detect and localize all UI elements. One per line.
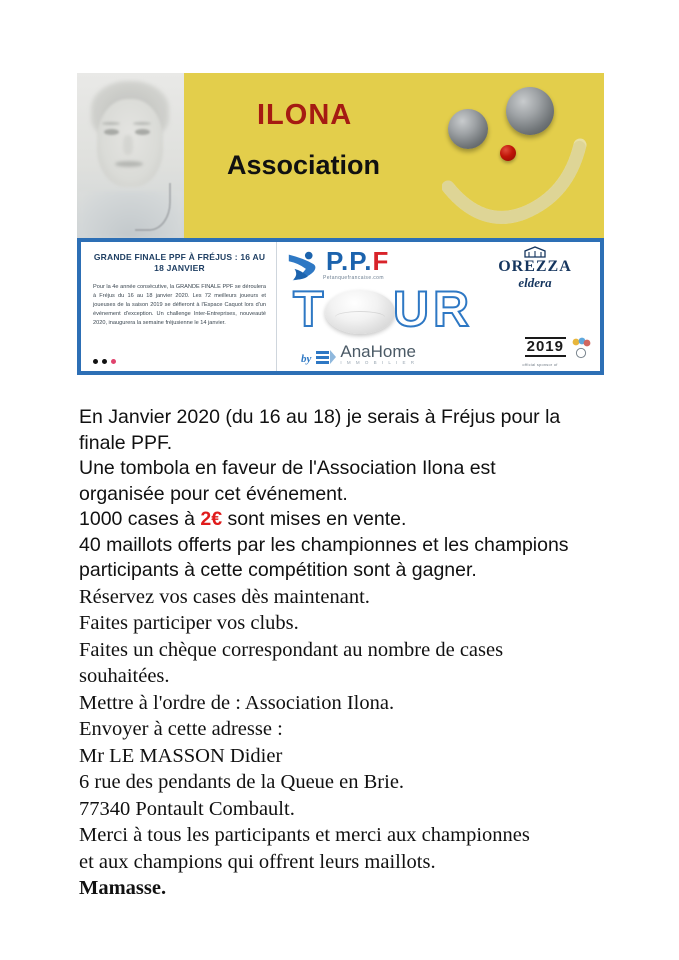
tour-letter-t: T <box>293 281 324 337</box>
partner-mini-logo-icon <box>568 337 594 359</box>
tour-letter-u: U <box>393 281 430 337</box>
boules-smiley-face <box>430 73 600 238</box>
letter-line: Faites participer vos clubs. <box>79 612 299 634</box>
letter-line: Merci à tous les participants et merci aux championnes <box>79 824 530 846</box>
year-badge: 2019 <box>526 338 564 356</box>
official-sponsor-label: official sponsor of <box>522 363 558 367</box>
banner-title-ilona: ILONA <box>257 99 353 131</box>
orezza-sponsor-logo <box>476 246 594 289</box>
carousel-dot[interactable] <box>93 359 98 364</box>
letter-line: Mr LE MASSON Didier <box>79 744 283 767</box>
tour-letter-r: R <box>433 281 470 337</box>
carousel-dots[interactable] <box>93 359 116 364</box>
orezza-crown-icon <box>522 246 548 258</box>
ppf-letter-f: F <box>372 246 390 276</box>
letter-line: finale PPF. <box>79 431 173 454</box>
price-line-after: sont mises en vente. <box>222 508 407 530</box>
letter-line: Envoyer à cette adresse : <box>79 718 283 740</box>
carousel-dot[interactable] <box>102 359 107 364</box>
by-label: by <box>301 353 312 365</box>
smile-rope-icon <box>442 133 590 225</box>
letter-line: En Janvier 2020 (du 16 au 18) je serais à Fréjus pour la <box>79 406 561 428</box>
letter-line: 40 maillots offerts par les championnes et les champions <box>79 533 569 556</box>
letter-line: et aux champions qui offrent leurs maillots. <box>79 850 436 873</box>
portrait-brow-left <box>102 122 120 125</box>
banner-title-association: Association <box>227 150 381 180</box>
letter-line: organisée pour cet événement. <box>79 482 348 505</box>
ppf-letter-p1: P. <box>326 246 350 276</box>
finale-description: Pour la 4e année consécutive, la GRANDE FINALE PPF se déroulera à Fréjus du 16 au 18 janvier 2020. Les 72 meilleurs joueurs et joueuses de la saison 2019 se défieront à l'Espace Caquot lors d'un événement d'exception. Un challenge Inter-Entreprises, nouveauté 2020, inaugurera la semaine fréjusienne le 14 janvier. <box>93 283 266 327</box>
ppf-letters <box>326 248 389 274</box>
anahome-text-block <box>340 343 416 365</box>
flyer-image <box>77 73 604 375</box>
orezza-name: OREZZA <box>498 258 572 275</box>
association-banner <box>77 73 604 238</box>
portrait-photo <box>77 73 184 238</box>
letter-signature: Mamasse. <box>79 877 167 899</box>
letter-line: Réservez vos cases dès maintenant. <box>79 585 370 608</box>
letter-line: 77340 Pontault Combault. <box>79 797 295 820</box>
anahome-name: AnaHome <box>340 342 416 361</box>
ppf-letters-block <box>323 248 389 281</box>
ppf-tour-card <box>77 238 604 375</box>
portrait-eye-right <box>135 129 150 135</box>
ppf-website-url: Petanquefrancaise.com <box>323 275 384 281</box>
portrait-eye-left <box>104 129 119 135</box>
tour-letter-o-boule-icon <box>325 290 395 334</box>
anahome-mark-icon <box>315 349 337 365</box>
letter-line: 6 rue des pendants de la Queue en Brie. <box>79 771 405 793</box>
anahome-sponsor-logo <box>301 343 416 365</box>
portrait-mouth <box>115 161 143 167</box>
letter-line: Une tombola en faveur de l'Association Ilona est <box>79 457 496 479</box>
portrait-brow-right <box>133 122 151 125</box>
petanque-boule-icon-right <box>506 87 554 135</box>
portrait-nose <box>123 135 133 155</box>
eldera-name: eldera <box>518 275 552 290</box>
banner-title-group <box>197 101 447 179</box>
letter-line-price <box>79 507 603 533</box>
anahome-subtitle: I M M O B I L I E R <box>340 360 416 365</box>
letter-body <box>79 405 603 902</box>
letter-line: participants à cette compétition sont à gagner. <box>79 559 477 581</box>
ppf-tour-logo-panel <box>277 242 600 371</box>
finale-info-panel <box>81 242 277 371</box>
carousel-dot-active[interactable] <box>111 359 116 364</box>
letter-line: souhaitées. <box>79 665 170 687</box>
price-value: 2€ <box>200 508 223 530</box>
letter-line: Mettre à l'ordre de : Association Ilona. <box>79 691 395 714</box>
finale-headline: GRANDE FINALE PPF À FRÉJUS : 16 AU 18 JANVIER <box>93 252 266 274</box>
price-line-before: 1000 cases à <box>79 508 201 530</box>
letter-line: Faites un chèque correspondant au nombre de cases <box>79 638 504 661</box>
ppf-letter-p2: P. <box>349 246 373 276</box>
